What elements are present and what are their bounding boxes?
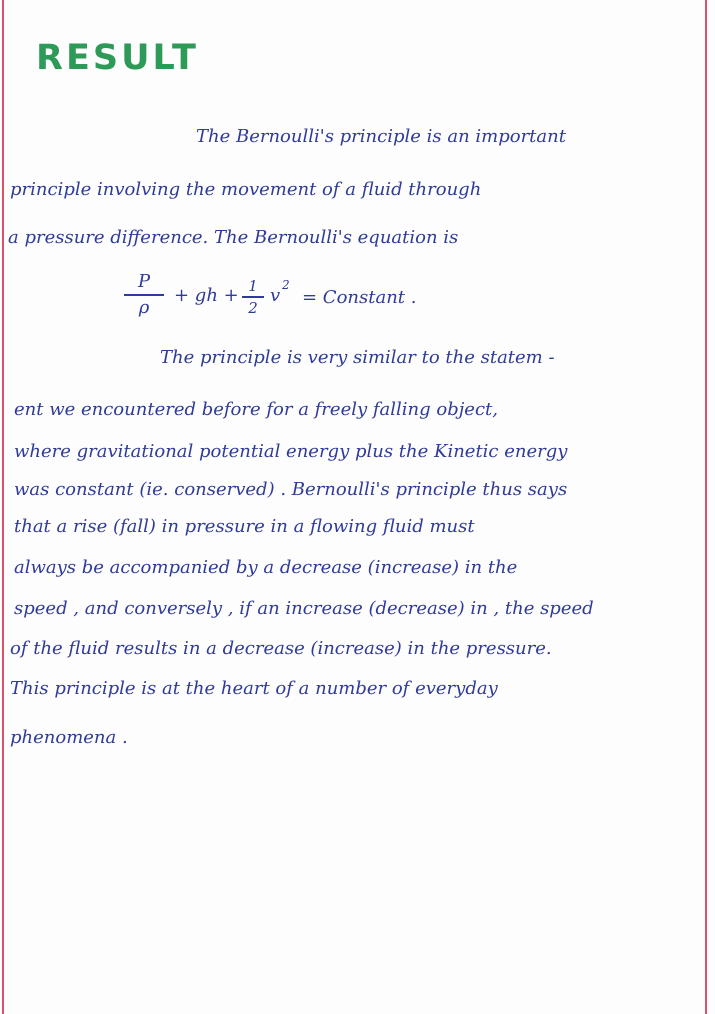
fraction-bar [124,294,164,296]
fraction-numerator: P [137,271,151,292]
fraction-denominator: ρ [138,296,150,318]
text-line-13: phenomena . [10,727,128,748]
fraction-numerator: 1 [248,277,258,295]
fraction-p-over-rho [124,272,164,318]
text-line-9: always be accompanied by a decrease (increase) in the [14,557,518,578]
equation-gh-term: + gh + [174,285,239,306]
text-line-8: that a rise (fall) in pressure in a flowing fluid must [14,516,475,537]
text-line-5: ent we encountered before for a freely falling object, [14,399,498,420]
text-line-11: of the fluid results in a decrease (increase) in the pressure. [10,638,552,659]
result-heading: RESULT [36,38,199,78]
equation-exponent: 2 [282,278,290,292]
fraction-one-half [242,278,264,316]
left-margin-line [2,0,4,1014]
text-line-10: speed , and conversely , if an increase (decrease) in , the speed [14,598,594,619]
equation-velocity: v [270,285,281,306]
fraction-denominator: 2 [248,298,258,317]
text-line-1: The Bernoulli's principle is an important [196,126,566,147]
fraction-bar [242,296,264,298]
text-line-2: principle involving the movement of a fluid through [10,179,482,200]
text-line-12: This principle is at the heart of a number of everyday [10,678,498,699]
text-line-3: a pressure difference. The Bernoulli's equation is [8,227,459,248]
bernoulli-equation [124,272,454,328]
text-line-4: The principle is very similar to the statem - [160,347,555,368]
equation-rhs: = Constant . [302,287,417,308]
text-line-6: where gravitational potential energy plus the Kinetic energy [14,441,568,462]
text-line-7: was constant (ie. conserved) . Bernoulli's principle thus says [14,479,568,500]
right-margin-line [705,0,707,1014]
